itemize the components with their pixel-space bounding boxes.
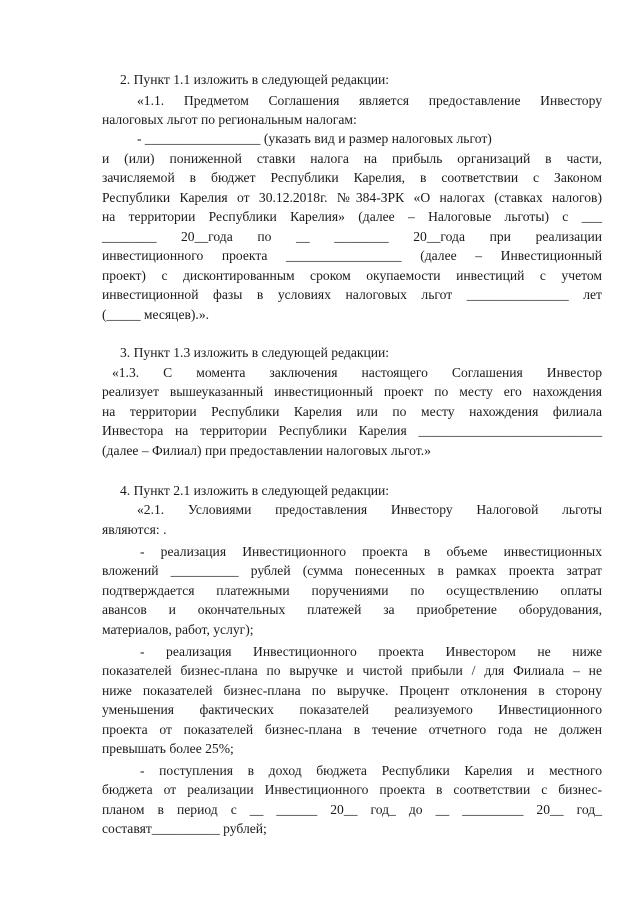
paragraph-line: инвестиционной фазы в условиях налоговых льгот _______________ лет bbox=[102, 287, 602, 302]
item-3-heading: 3. Пункт 1.3 изложить в следующей редакции: bbox=[120, 345, 390, 360]
paragraph-line: подтверждается платежными поручениями по осуществлению оплаты bbox=[102, 583, 602, 598]
paragraph-line: (далее – Филиал) при предоставлении налоговых льгот.» bbox=[102, 443, 431, 458]
paragraph-line: на территории Республики Карелия или по месту нахождения филиала bbox=[102, 404, 602, 419]
list-item-line: - реализация Инвестиционного проекта в объеме инвестиционных bbox=[140, 544, 602, 559]
paragraph-line: «2.1. Условиями предоставления Инвестору Налоговой льготы bbox=[137, 502, 602, 517]
paragraph-line: составят__________ рублей; bbox=[102, 821, 267, 836]
item-2-heading: 2. Пункт 1.1 изложить в следующей редакции: bbox=[120, 72, 390, 87]
paragraph-line: реализует вышеуказанный инвестиционный проект по месту его нахождения bbox=[102, 384, 602, 399]
paragraph-line: зачисляемой в бюджет Республики Карелия, в соответствии с Законом bbox=[102, 170, 602, 185]
paragraph-line: планом в период с __ ______ 20__ год_ до __ _________ 20__ год_ bbox=[102, 802, 602, 817]
paragraph-line: - _________________ (указать вид и размер налоговых льгот) bbox=[137, 131, 492, 146]
paragraph-line: показателей бизнес-плана по выручке и чистой прибыли / для Филиала – не bbox=[102, 663, 602, 678]
paragraph-line: авансов и окончательных платежей за приобретение оборудования, bbox=[102, 602, 602, 617]
paragraph-line: и (или) пониженной ставки налога на прибыль организаций в части, bbox=[102, 151, 602, 166]
paragraph-line: проект) с дисконтированным сроком окупаемости инвестиций с учетом bbox=[102, 268, 602, 283]
paragraph-line: ________ 20__года по __ ________ 20__года при реализации bbox=[102, 229, 602, 244]
paragraph-line: на территории Республики Карелия» (далее – Налоговые льготы) с ___ bbox=[102, 209, 602, 224]
item-4-heading: 4. Пункт 2.1 изложить в следующей редакции: bbox=[120, 483, 390, 498]
paragraph-line: (_____ месяцев).». bbox=[102, 307, 210, 322]
paragraph-line: бюджета от реализации Инвестиционного проекта в соответствии с бизнес- bbox=[102, 782, 602, 797]
paragraph-line: являются: . bbox=[102, 522, 167, 537]
paragraph-line: Инвестора на территории Республики Карелия ___________________________ bbox=[102, 423, 602, 438]
paragraph-line: уменьшения фактических показателей реализуемого Инвестиционного bbox=[102, 702, 602, 717]
list-item-line: - реализация Инвестиционного проекта Инвестором не ниже bbox=[140, 644, 602, 659]
paragraph-line: «1.3. С момента заключения настоящего Соглашения Инвестор bbox=[112, 365, 602, 380]
paragraph-line: Республики Карелия от 30.12.2018г. №384-ЗРК «О налогах (ставках налогов) bbox=[102, 190, 602, 205]
paragraph-line: инвестиционного проекта _________________ (далее – Инвестиционный bbox=[102, 248, 602, 263]
paragraph-line: вложений __________ рублей (сумма понесенных в рамках проекта затрат bbox=[102, 563, 602, 578]
paragraph-line: ниже показателей бизнес-плана по выручке. Процент отклонения в сторону bbox=[102, 683, 602, 698]
paragraph-line: налоговых льгот по региональным налогам: bbox=[102, 112, 357, 127]
list-item-line: - поступления в доход бюджета Республики Карелия и местного bbox=[140, 763, 602, 778]
paragraph-line: проекта от показателей бизнес-плана в течение отчетного года не должен bbox=[102, 722, 602, 737]
paragraph-line: превышать более 25%; bbox=[102, 741, 234, 756]
paragraph-line: материалов, работ, услуг); bbox=[102, 622, 254, 637]
paragraph-line: «1.1. Предметом Соглашения является предоставление Инвестору bbox=[137, 93, 602, 108]
